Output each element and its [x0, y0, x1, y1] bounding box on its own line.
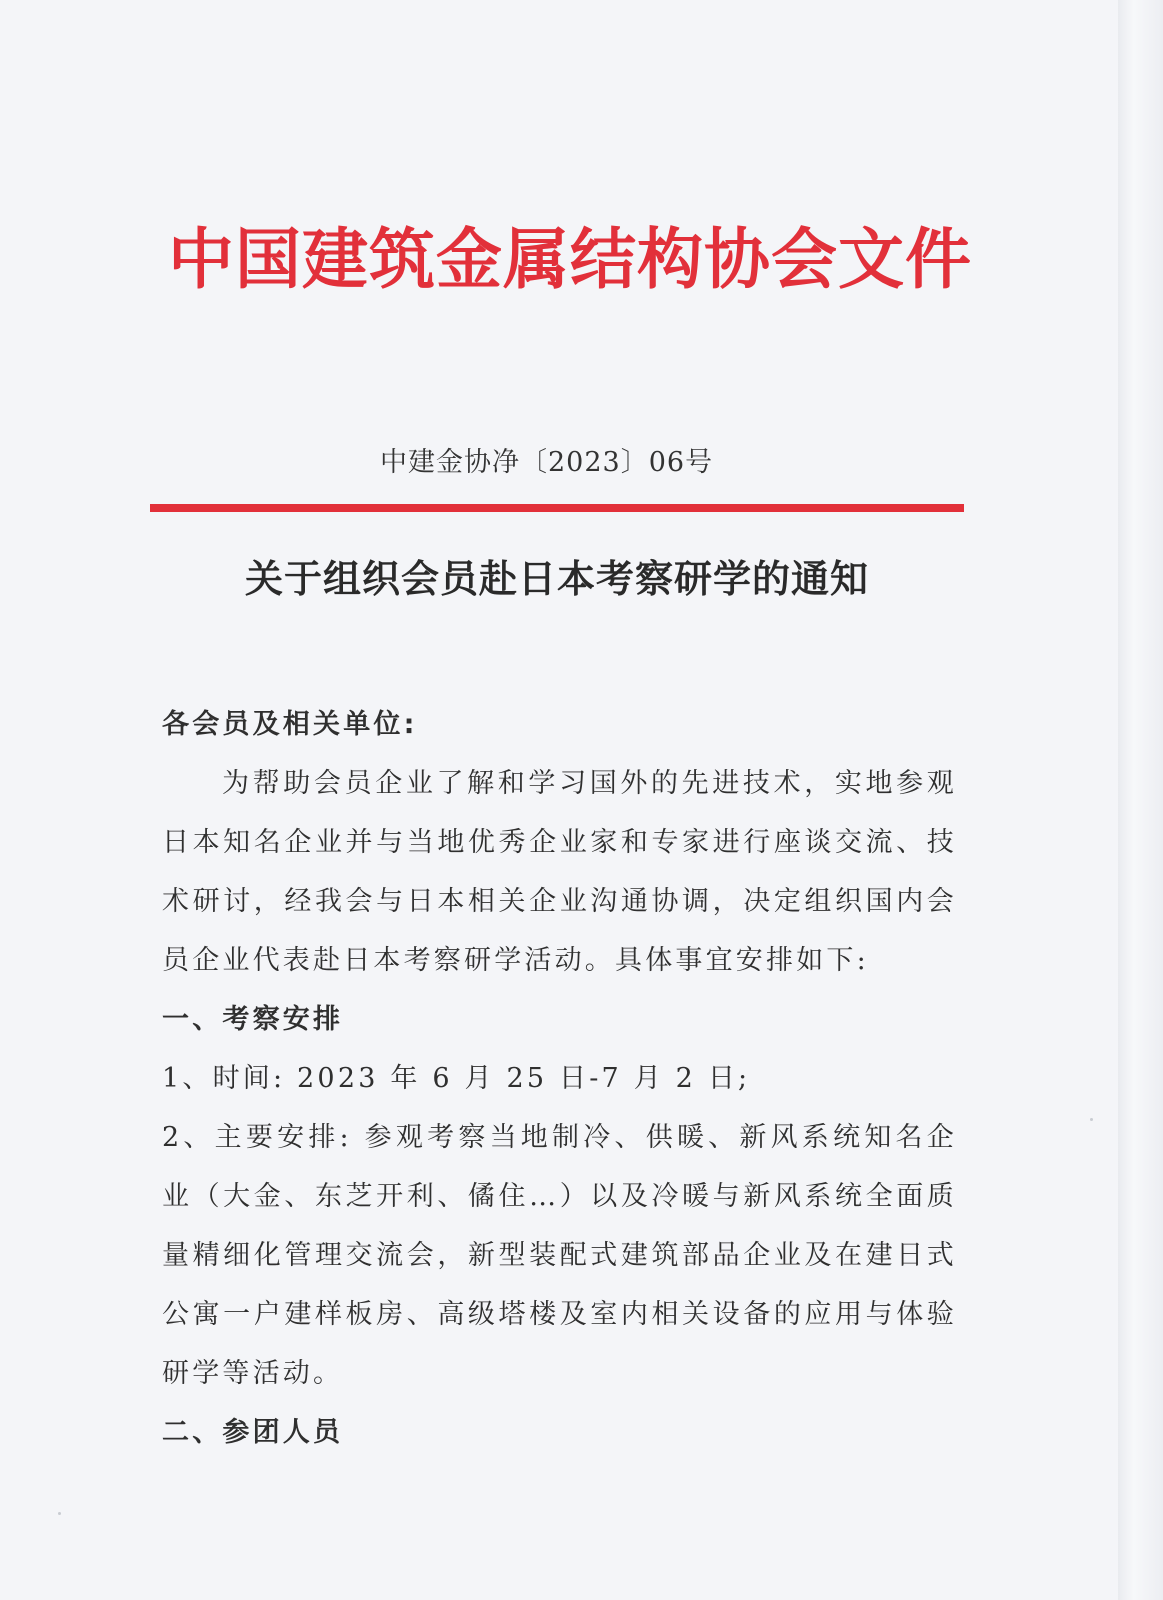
- red-divider-rule: [150, 504, 964, 512]
- scan-speck: [1090, 1118, 1093, 1121]
- document-body: [162, 695, 957, 1462]
- item-1-time: 1、时间: 2023 年 6 月 25 日-7 月 2 日;: [162, 1063, 751, 1094]
- intro-paragraph: 为帮助会员企业了解和学习国外的先进技术，实地参观日本知名企业并与当地优秀企业家和专家进行座谈交流、技术研讨，经我会与日本相关企业沟通协调，决定组织国内会员企业代表赴日本考察研学活动。具体事宜安排如下:: [162, 768, 957, 976]
- page-edge-shadow: [1118, 0, 1163, 1600]
- section-1-heading: 一、考察安排: [162, 1004, 344, 1035]
- document-title: 关于组织会员赴日本考察研学的通知: [244, 557, 869, 601]
- section-2-heading: 二、参团人员: [162, 1417, 344, 1448]
- issuer-header: 中国建筑金属结构协会文件: [168, 221, 972, 298]
- document-number: 中建金协净〔2023〕06号: [380, 447, 714, 478]
- scan-speck: [58, 1512, 61, 1515]
- item-2-main-arrangement: 2、主要安排: 参观考察当地制冷、供暖、新风系统知名企业（大金、东芝开利、僪住…）以及冷暖与新风系统全面质量精细化管理交流会，新型装配式建筑部品企业及在建日式公寓一户建样板房、高级塔楼及室内相关设备的应用与体验研学等活动。: [162, 1122, 957, 1389]
- salutation: 各会员及相关单位:: [162, 709, 418, 740]
